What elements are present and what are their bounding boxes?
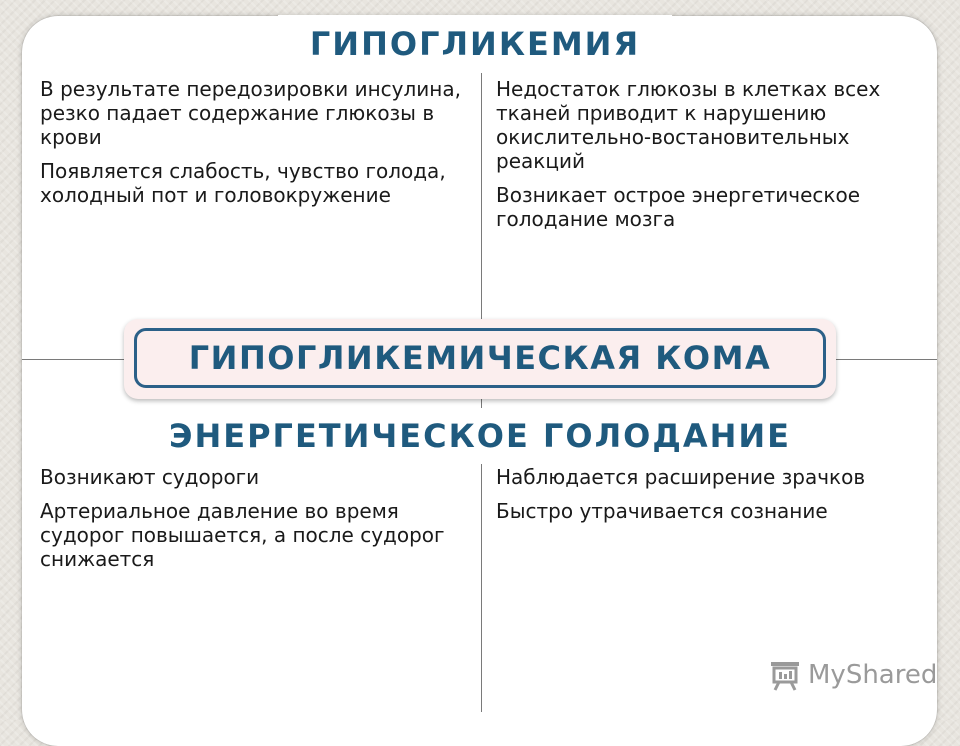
quadrant-bottom-left	[40, 465, 470, 581]
bottom-heading: ЭНЕРГЕТИЧЕСКОЕ ГОЛОДАНИЕ	[130, 408, 830, 464]
center-label-panel	[124, 319, 836, 399]
quadrant-paragraph: Возникает острое энергетическое голодание мозга	[496, 183, 861, 231]
center-label: ГИПОГЛИКЕМИЧЕСКАЯ КОМА	[134, 328, 826, 388]
quadrant-paragraph: Недостаток глюкозы в клетках всех тканей приводит к нарушению окислительно-востановительных реакций	[496, 77, 881, 173]
quadrant-paragraph: Артериальное давление во время судорог повышается, а после судорог снижается	[40, 499, 445, 571]
quadrant-paragraph: Быстро утрачивается сознание	[496, 499, 828, 523]
watermark	[768, 656, 937, 694]
quadrant-paragraph: Наблюдается расширение зрачков	[496, 465, 866, 489]
top-heading: ГИПОГЛИКЕМИЯ	[278, 15, 672, 73]
watermark-text: MyShared	[808, 660, 938, 690]
quadrant-top-left	[40, 77, 470, 217]
quadrant-bottom-right	[496, 465, 926, 533]
quadrant-paragraph: В результате передозировки инсулина, резко падает содержание глюкозы в крови	[40, 77, 461, 149]
presentation-board-icon	[768, 658, 802, 692]
quadrant-paragraph: Возникают судороги	[40, 465, 260, 489]
quadrant-paragraph: Появляется слабость, чувство голода, холодный пот и головокружение	[40, 159, 446, 207]
quadrant-top-right	[496, 77, 926, 241]
